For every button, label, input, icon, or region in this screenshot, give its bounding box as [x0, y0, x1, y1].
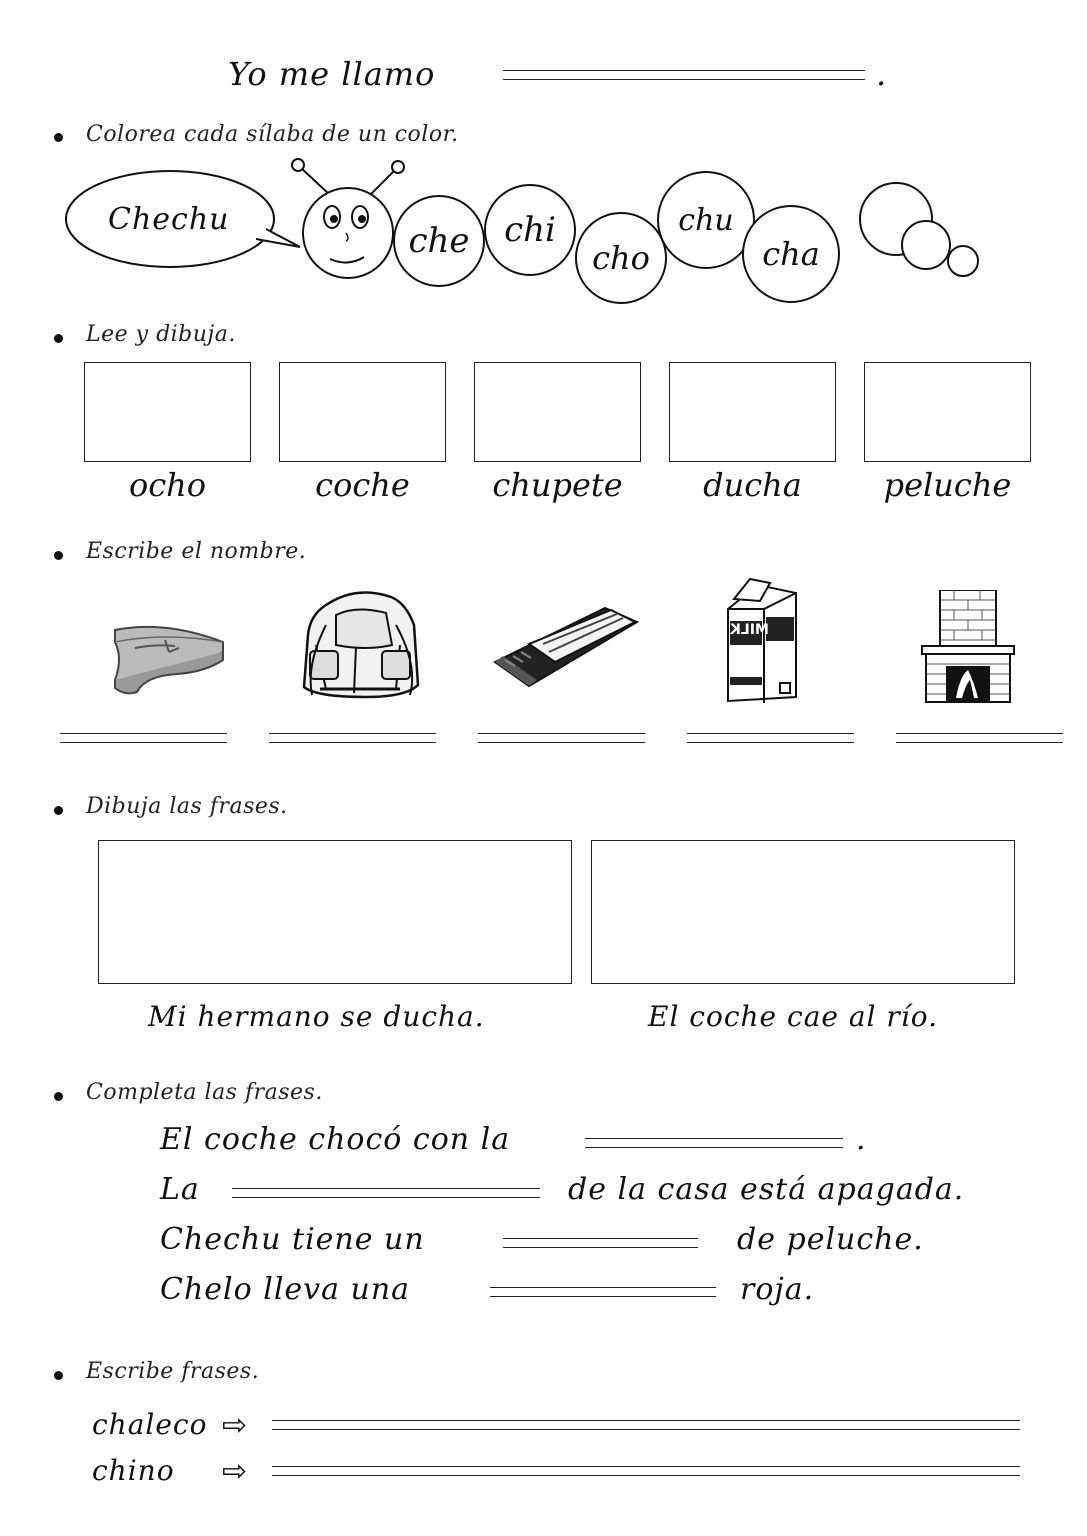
bullet: [54, 1371, 63, 1380]
fireplace-icon: [920, 590, 1016, 705]
complete-sentence-3-end: de peluche.: [737, 1222, 924, 1257]
syllable-circle-chu[interactable]: chu: [657, 171, 755, 269]
name-prompt: Yo me llamo: [228, 55, 436, 93]
syllable-circle-cha[interactable]: cha: [742, 205, 840, 303]
complete-answer-line-2[interactable]: [232, 1188, 540, 1198]
answer-line-picture-5[interactable]: [896, 733, 1063, 743]
draw-box-peluche[interactable]: [864, 362, 1031, 462]
complete-sentence-2-start: La: [160, 1172, 200, 1207]
instruction-escribe-nombre: Escribe el nombre.: [86, 539, 307, 564]
answer-line-picture-1[interactable]: [60, 733, 227, 743]
caterpillar-head: [292, 159, 404, 278]
draw-box-ducha[interactable]: [669, 362, 836, 462]
instruction-colorea: Colorea cada sílaba de un color.: [86, 122, 459, 147]
chocolate-bar-icon: [485, 600, 645, 692]
syllable-circle-che[interactable]: che: [393, 195, 485, 287]
bullet: [54, 133, 63, 142]
draw-word: peluche: [883, 466, 1012, 504]
tail-circle: [948, 246, 978, 276]
draw-box-sentence-2[interactable]: [591, 840, 1015, 984]
arrow-icon: ⇨: [222, 1408, 248, 1443]
draw-box-ocho[interactable]: [84, 362, 251, 462]
complete-sentence-1-end: .: [856, 1122, 867, 1157]
bullet: [54, 551, 63, 560]
complete-answer-line-4[interactable]: [490, 1287, 716, 1297]
complete-sentence-3-start: Chechu tiene un: [160, 1222, 425, 1257]
complete-sentence-2-end: de la casa está apagada.: [568, 1172, 965, 1207]
answer-line-picture-4[interactable]: [687, 733, 854, 743]
instruction-completa: Completa las frases.: [86, 1080, 323, 1105]
draw-word: coche: [315, 466, 410, 504]
draw-word: ducha: [703, 466, 802, 504]
write-line-1[interactable]: [272, 1420, 1020, 1430]
syllable-circle-cho[interactable]: cho: [575, 212, 667, 304]
write-word: chaleco: [92, 1408, 208, 1441]
draw-box-sentence-1[interactable]: [98, 840, 572, 984]
backpack-icon: [296, 585, 424, 700]
arrow-icon: ⇨: [222, 1454, 248, 1489]
tail-circle: [902, 221, 950, 269]
complete-sentence-4-start: Chelo lleva una: [160, 1272, 411, 1307]
instruction-lee: Lee y dibuja.: [86, 322, 236, 347]
bullet: [54, 1092, 63, 1101]
syllable-circle-chi[interactable]: chi: [484, 184, 576, 276]
bullet: [54, 806, 63, 815]
complete-sentence-4-end: roja.: [740, 1272, 815, 1307]
draw-sentence: Mi hermano se ducha.: [148, 1000, 485, 1033]
complete-answer-line-3[interactable]: [503, 1238, 698, 1248]
instruction-dibuja-frases: Dibuja las frases.: [86, 794, 288, 819]
draw-sentence: El coche cae al río.: [648, 1000, 939, 1033]
instruction-escribe-frases: Escribe frases.: [86, 1359, 260, 1384]
write-word: chino: [92, 1454, 175, 1487]
draw-word: chupete: [492, 466, 623, 504]
name-period: .: [876, 55, 888, 93]
draw-box-chupete[interactable]: [474, 362, 641, 462]
draw-box-coche[interactable]: [279, 362, 446, 462]
complete-sentence-1-start: El coche chocó con la: [160, 1122, 511, 1157]
milk-label: MILK: [730, 622, 769, 638]
steak-icon: [105, 618, 230, 698]
milk-carton-icon: [720, 573, 804, 705]
name-answer-line[interactable]: [503, 70, 865, 80]
complete-answer-line-1[interactable]: [585, 1138, 843, 1148]
bullet: [54, 334, 63, 343]
speech-text: Chechu: [108, 202, 230, 237]
draw-word: ocho: [128, 466, 207, 504]
write-line-2[interactable]: [272, 1466, 1020, 1476]
answer-line-picture-2[interactable]: [269, 733, 436, 743]
answer-line-picture-3[interactable]: [478, 733, 645, 743]
